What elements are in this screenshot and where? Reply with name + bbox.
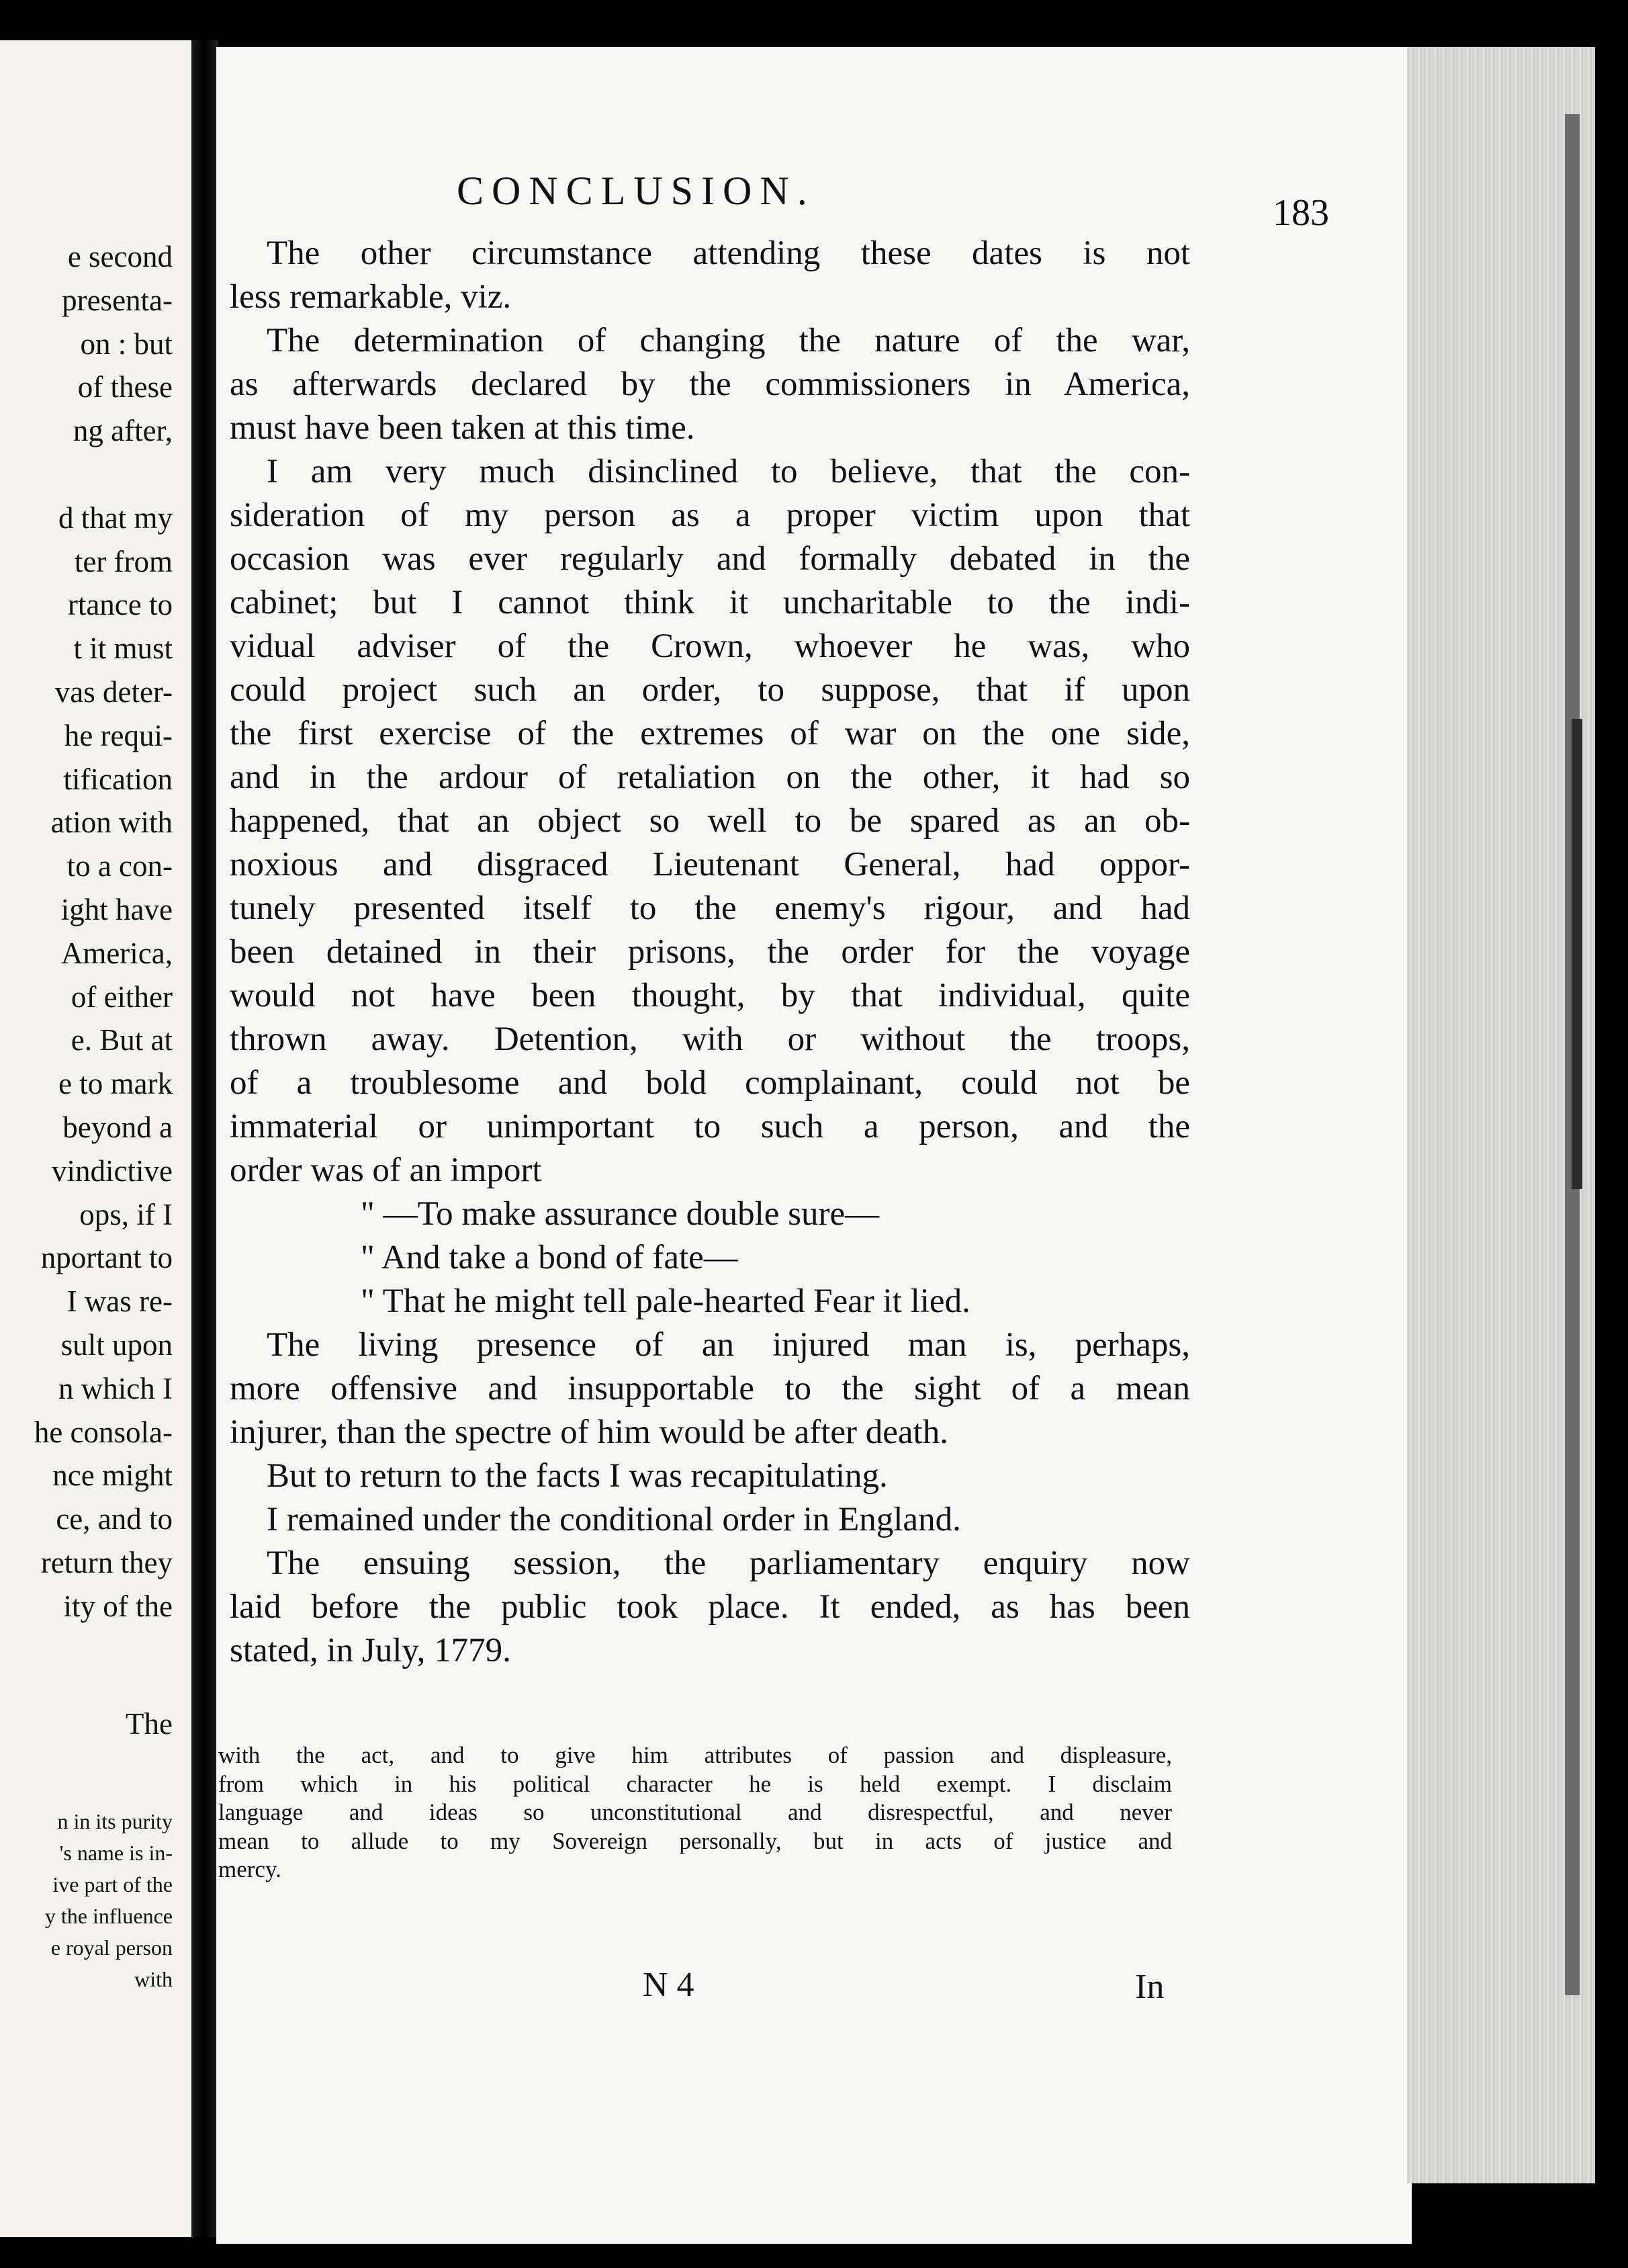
left-text-line: vas deter- [54, 674, 173, 709]
text-line: I remained under the conditional order in England. [267, 1501, 961, 1538]
left-page-text [0, 235, 191, 1628]
left-text-line: ng after, [73, 414, 173, 448]
text-line: The other circumstance attending these dates is not [267, 234, 1190, 272]
left-text-line: e second [67, 240, 173, 273]
footnote-line: language and ideas so unconstitutional and disrespectful, and never [218, 1799, 1172, 1825]
text-line: The determination of changing the nature of the war, [267, 322, 1190, 359]
left-text-line: ight have [60, 892, 173, 926]
text-line: order was of an import [230, 1151, 542, 1189]
left-text-line: e. But at [71, 1023, 173, 1057]
left-text-line: return they [40, 1545, 173, 1579]
book-gutter [191, 40, 218, 2237]
text-line: as afterwards declared by the commissioners in America, [230, 365, 1190, 403]
left-text-line: he requi- [64, 718, 173, 752]
left-text-line: he consola- [34, 1415, 173, 1449]
left-text-line [0, 453, 191, 496]
footnote-line: mercy. [218, 1856, 281, 1882]
text-line: less remarkable, viz. [230, 278, 512, 316]
catchword: In [1135, 1968, 1165, 2006]
text-line: But to return to the facts I was recapitulating. [267, 1457, 888, 1495]
left-text-line: ops, if I [79, 1197, 173, 1231]
text-line: must have been taken at this time. [230, 409, 695, 447]
left-footnote-line: ive part of the [52, 1872, 173, 1896]
text-line: and in the ardour of retaliation on the other, it had so [230, 758, 1190, 796]
left-text-line: of either [71, 979, 173, 1014]
left-text-line: beyond a [62, 1110, 173, 1144]
left-text-line: on : but [80, 326, 173, 361]
left-footnote-line: with [134, 1967, 173, 1991]
text-line: been detained in their prisons, the order for the voyage [230, 933, 1190, 971]
text-line: laid before the public took place. It ended, as has been [230, 1588, 1190, 1626]
text-line: cabinet; but I cannot think it uncharitable to the indi- [230, 584, 1190, 621]
left-text-line: tification [63, 762, 173, 796]
left-text-line: e to mark [58, 1067, 173, 1101]
running-head: CONCLUSION. [457, 169, 815, 213]
text-line: The living presence of an injured man is, perhaps, [267, 1326, 1190, 1364]
left-text-line: rtance to [67, 588, 173, 622]
text-line: would not have been thought, by that individual, quite [230, 977, 1190, 1014]
left-text-line: America, [60, 936, 173, 970]
text-line: thrown away. Detention, with or without the troops, [230, 1020, 1190, 1058]
text-line: tunely presented itself to the enemy's rigour, and had [230, 889, 1190, 927]
edge-shadow-dark [1572, 719, 1582, 1189]
left-text-line: presenta- [62, 283, 173, 317]
left-text-line: ation with [50, 805, 173, 840]
footnote [218, 1741, 1172, 1884]
left-footnote-line: 's name is in- [59, 1841, 173, 1865]
text-line: immaterial or unimportant to such a person, and the [230, 1108, 1190, 1145]
page-number: 183 [1273, 192, 1329, 234]
left-text-line: nportant to [40, 1241, 173, 1275]
left-text-line: I was re- [66, 1284, 173, 1319]
left-text-line: ity of the [63, 1589, 173, 1623]
text-line: occasion was ever regularly and formally debated in the [230, 540, 1190, 578]
left-text-line: nce might [52, 1458, 173, 1493]
footnote-line: from which in his political character he is held exempt. I disclaim [218, 1770, 1172, 1797]
text-line: stated, in July, 1779. [230, 1632, 511, 1669]
text-line: could project such an order, to suppose, that if upon [230, 671, 1190, 709]
text-line: the first exercise of the extremes of war on the one side, [230, 715, 1190, 752]
text-line: " That he might tell pale-hearted Fear it lied. [361, 1282, 970, 1320]
signature-mark: N 4 [643, 1966, 694, 2004]
left-footnote-line: n in its purity [57, 1809, 173, 1833]
text-line: injurer, than the spectre of him would be after death. [230, 1413, 948, 1451]
body-text [230, 232, 1190, 1673]
left-text-line: to a con- [66, 849, 173, 883]
left-text-line: sult upon [60, 1327, 173, 1362]
left-catchword: The [126, 1707, 173, 1741]
left-text-line: t it must [73, 631, 173, 666]
left-text-line: of these [77, 370, 173, 404]
text-line: sideration of my person as a proper victim upon that [230, 496, 1190, 534]
text-line: " And take a bond of fate— [361, 1239, 738, 1276]
footnote-line: with the act, and to give him attributes of passion and displeasure, [218, 1742, 1172, 1768]
left-text-line: n which I [58, 1371, 173, 1405]
left-footnote-line: y the influence [44, 1904, 173, 1928]
left-text-line: ce, and to [56, 1502, 173, 1536]
text-line: I am very much disinclined to believe, that the con- [267, 453, 1190, 490]
page-edges [1407, 47, 1595, 2183]
left-page-footnote [0, 1806, 191, 1995]
left-text-line: ter from [74, 544, 173, 578]
text-line: vidual adviser of the Crown, whoever he was, who [230, 627, 1190, 665]
text-line: more offensive and insupportable to the sight of a mean [230, 1370, 1190, 1407]
text-line: happened, that an object so well to be spared as an ob- [230, 802, 1190, 840]
text-line: of a troublesome and bold complainant, could not be [230, 1064, 1190, 1102]
left-text-line: vindictive [52, 1153, 173, 1188]
left-footnote-line: e royal person [50, 1935, 173, 1960]
footnote-line: mean to allude to my Sovereign personally, but in acts of justice and [218, 1827, 1172, 1854]
facing-page-left [0, 40, 191, 2237]
text-line: noxious and disgraced Lieutenant General, had oppor- [230, 846, 1190, 883]
left-text-line: d that my [58, 500, 173, 535]
text-line: " —To make assurance double sure— [361, 1195, 880, 1233]
text-line: The ensuing session, the parliamentary enquiry now [267, 1544, 1190, 1582]
